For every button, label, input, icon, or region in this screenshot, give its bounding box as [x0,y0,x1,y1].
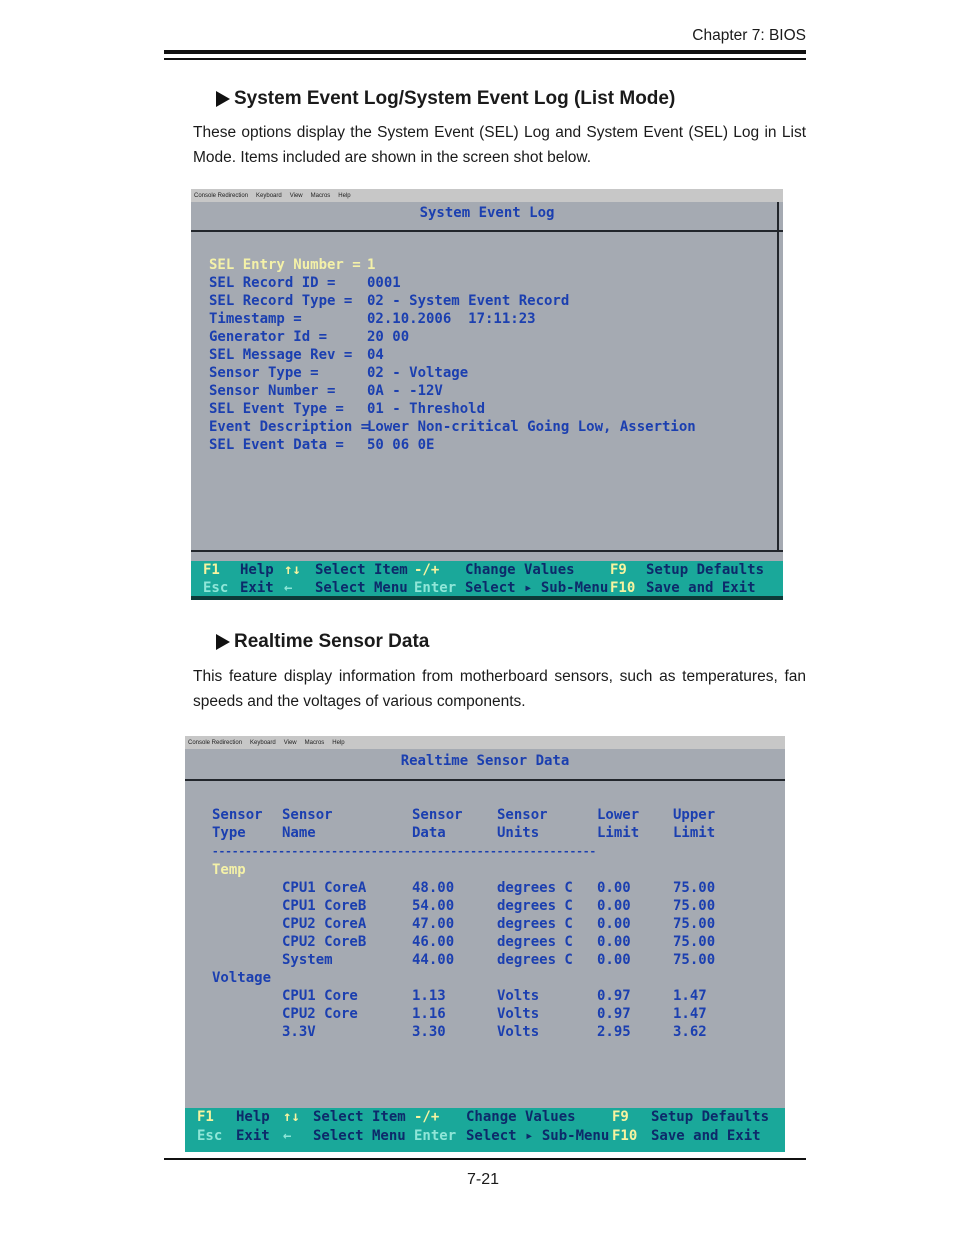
footer-key: ↑↓ [283,1109,300,1125]
sensor-column-header-data: Data [412,825,446,841]
sensor-cell-name: CPU2 CoreA [282,916,367,932]
section-heading-sel [216,88,675,110]
footer-key: F10 [610,580,636,596]
sensor-cell-upper: 75.00 [673,934,716,950]
footer-key: F1 [203,562,220,578]
footer-key-desc: Exit [240,580,274,596]
sel-field-label: Timestamp = [209,311,302,327]
sensor-cell-data: 1.13 [412,988,446,1004]
sel-field-label: SEL Event Type = [209,401,344,417]
sensor-cell-units: degrees C [497,916,573,932]
sensor-cell-data: 54.00 [412,898,455,914]
footer-key: Enter [414,580,457,596]
console-menu-item[interactable]: Keyboard [256,192,282,199]
sel-field-value: 04 [367,347,384,363]
sensor-cell-upper: 75.00 [673,952,716,968]
triangle-bullet-icon [216,91,230,107]
sensor-cell-lower: 0.00 [597,916,631,932]
console-menu-item[interactable]: Console Redirection [188,739,243,746]
sel-field-value: 02 - System Event Record [367,293,570,309]
sensor-cell-data: 46.00 [412,934,455,950]
footer-key-desc: Setup Defaults [646,562,765,578]
sel-field-label: Sensor Type = [209,365,319,381]
bios-bottom-strip [191,596,783,600]
sel-field-label: Event Description = [209,419,370,435]
sensor-column-header-units: Sensor [497,807,548,823]
footer-key: F1 [197,1109,214,1125]
sensor-table-separator: ---------------------------------------------------------- [212,845,597,858]
sensor-cell-units: Volts [497,988,540,1004]
sensor-group-type: Temp [212,862,246,878]
sensor-cell-name: CPU1 Core [282,988,358,1004]
sel-field-value: 0001 [367,275,401,291]
sensor-column-header-name: Name [282,825,316,841]
sensor-cell-upper: 3.62 [673,1024,707,1040]
page-number: 7-21 [466,1171,500,1188]
sensor-cell-name: 3.3V [282,1024,316,1040]
sensor-cell-units: degrees C [497,880,573,896]
footer-key: Esc [203,580,229,596]
footer-key: F9 [610,562,627,578]
sensor-group-type: Voltage [212,970,272,986]
bios-title-divider [185,779,785,781]
bios-key-help-footer [185,1108,785,1152]
sel-field-label: Generator Id = [209,329,328,345]
sel-field-value: 01 - Threshold [367,401,486,417]
console-menu-item[interactable]: Macros [310,192,331,199]
footer-key-desc: Select Menu [315,580,408,596]
section-paragraph-sensor: This feature display information from motherboard sensors, such as temperatures, fan speeds and the voltages of various components. [193,668,806,710]
footer-key-desc: Change Values [465,562,575,578]
sensor-cell-upper: 75.00 [673,898,716,914]
console-menubar [191,189,783,202]
sensor-cell-lower: 0.00 [597,952,631,968]
sel-field-label: SEL Message Rev = [209,347,353,363]
sel-field-label: SEL Entry Number = [209,257,361,273]
sensor-column-header-lower: Lower [597,807,640,823]
header-rule-thick [164,50,806,54]
sensor-column-header-lower: Limit [597,825,640,841]
sel-field-value: 50 06 0E [367,437,435,453]
triangle-bullet-icon [216,634,230,650]
sensor-cell-data: 1.16 [412,1006,446,1022]
section-heading-sensor-text: Realtime Sensor Data [234,631,430,652]
footer-key-desc: Help [236,1109,270,1125]
sensor-cell-units: degrees C [497,934,573,950]
section-heading-sensor [216,631,429,653]
console-menu-item[interactable]: Keyboard [250,739,276,746]
sel-field-label: SEL Event Data = [209,437,344,453]
console-menu-item[interactable]: View [289,192,303,199]
footer-rule [164,1158,806,1160]
footer-key: Enter [414,1128,457,1144]
sensor-column-header-upper: Upper [673,807,716,823]
sensor-cell-lower: 2.95 [597,1024,631,1040]
footer-key-desc: Select Item [315,562,408,578]
sel-field-value: 1 [367,257,376,273]
sensor-cell-upper: 75.00 [673,916,716,932]
sel-field-label: SEL Record ID = [209,275,336,291]
sensor-column-header-units: Units [497,825,540,841]
sensor-column-header-upper: Limit [673,825,716,841]
sensor-column-header-data: Sensor [412,807,463,823]
sensor-cell-units: Volts [497,1024,540,1040]
footer-key-desc: Help [240,562,274,578]
footer-key: ↑↓ [284,562,301,578]
console-menu-item[interactable]: Help [332,739,345,746]
footer-key: -/+ [414,1109,440,1125]
sel-field-value: Lower Non-critical Going Low, Assertion [367,419,696,435]
console-menubar [185,736,785,749]
sensor-cell-upper: 75.00 [673,880,716,896]
bios-frame-right [777,202,779,552]
footer-key-desc: Setup Defaults [651,1109,770,1125]
footer-key-desc: Select ▸ Sub-Menu [465,580,609,596]
sensor-cell-lower: 0.97 [597,1006,631,1022]
sensor-cell-name: CPU2 CoreB [282,934,367,950]
section-paragraph-sel: These options display the System Event (SEL) Log and System Event (SEL) Log in List Mode. Items included are shown in the screen shot below. [193,124,806,166]
section-heading-sel-text: System Event Log/System Event Log (List Mode) [234,88,676,109]
footer-key: F10 [612,1128,638,1144]
chapter-header: Chapter 7: BIOS [692,27,806,44]
sensor-cell-lower: 0.00 [597,934,631,950]
bios-screen-title: Realtime Sensor Data [400,753,570,769]
sensor-cell-lower: 0.97 [597,988,631,1004]
bios-screen-title: System Event Log [419,205,555,221]
footer-key: -/+ [414,562,440,578]
sensor-cell-upper: 1.47 [673,988,707,1004]
sel-field-label: Sensor Number = [209,383,336,399]
sensor-cell-units: degrees C [497,898,573,914]
console-menu-item[interactable]: Macros [304,739,325,746]
sensor-cell-units: degrees C [497,952,573,968]
sensor-cell-lower: 0.00 [597,898,631,914]
sel-field-value: 02 - Voltage [367,365,469,381]
console-menu-item[interactable]: Console Redirection [194,192,249,199]
console-menu-item[interactable]: View [283,739,297,746]
sensor-cell-lower: 0.00 [597,880,631,896]
bios-footer-divider [191,550,783,552]
footer-key: ← [283,1128,292,1144]
sensor-cell-name: CPU1 CoreA [282,880,367,896]
console-menu-item[interactable]: Help [338,192,351,199]
sensor-cell-data: 3.30 [412,1024,446,1040]
sensor-cell-data: 48.00 [412,880,455,896]
bios-screen-realtime-sensor-data [185,736,785,1152]
sel-field-value: 20 00 [367,329,410,345]
sensor-cell-data: 44.00 [412,952,455,968]
footer-key-desc: Save and Exit [646,580,756,596]
footer-key-desc: Exit [236,1128,270,1144]
sensor-cell-name: System [282,952,333,968]
footer-key-desc: Select ▸ Sub-Menu [466,1128,610,1144]
sensor-column-header-type: Type [212,825,246,841]
bios-screen-system-event-log [191,189,783,600]
sensor-cell-data: 47.00 [412,916,455,932]
sel-field-value: 0A - -12V [367,383,443,399]
sel-field-value: 02.10.2006 17:11:23 [367,311,536,327]
footer-key-desc: Select Item [313,1109,406,1125]
footer-key: ← [284,580,293,596]
sensor-cell-name: CPU2 Core [282,1006,358,1022]
footer-key-desc: Change Values [466,1109,576,1125]
sensor-cell-units: Volts [497,1006,540,1022]
sensor-cell-upper: 1.47 [673,1006,707,1022]
sensor-cell-name: CPU1 CoreB [282,898,367,914]
footer-key-desc: Select Menu [313,1128,406,1144]
footer-key: F9 [612,1109,629,1125]
footer-key-desc: Save and Exit [651,1128,761,1144]
sensor-column-header-type: Sensor [212,807,263,823]
sensor-column-header-name: Sensor [282,807,333,823]
header-rule-thin [164,58,806,60]
footer-key: Esc [197,1128,223,1144]
sel-field-label: SEL Record Type = [209,293,353,309]
bios-key-help-footer [191,561,783,596]
bios-title-divider [191,230,783,232]
